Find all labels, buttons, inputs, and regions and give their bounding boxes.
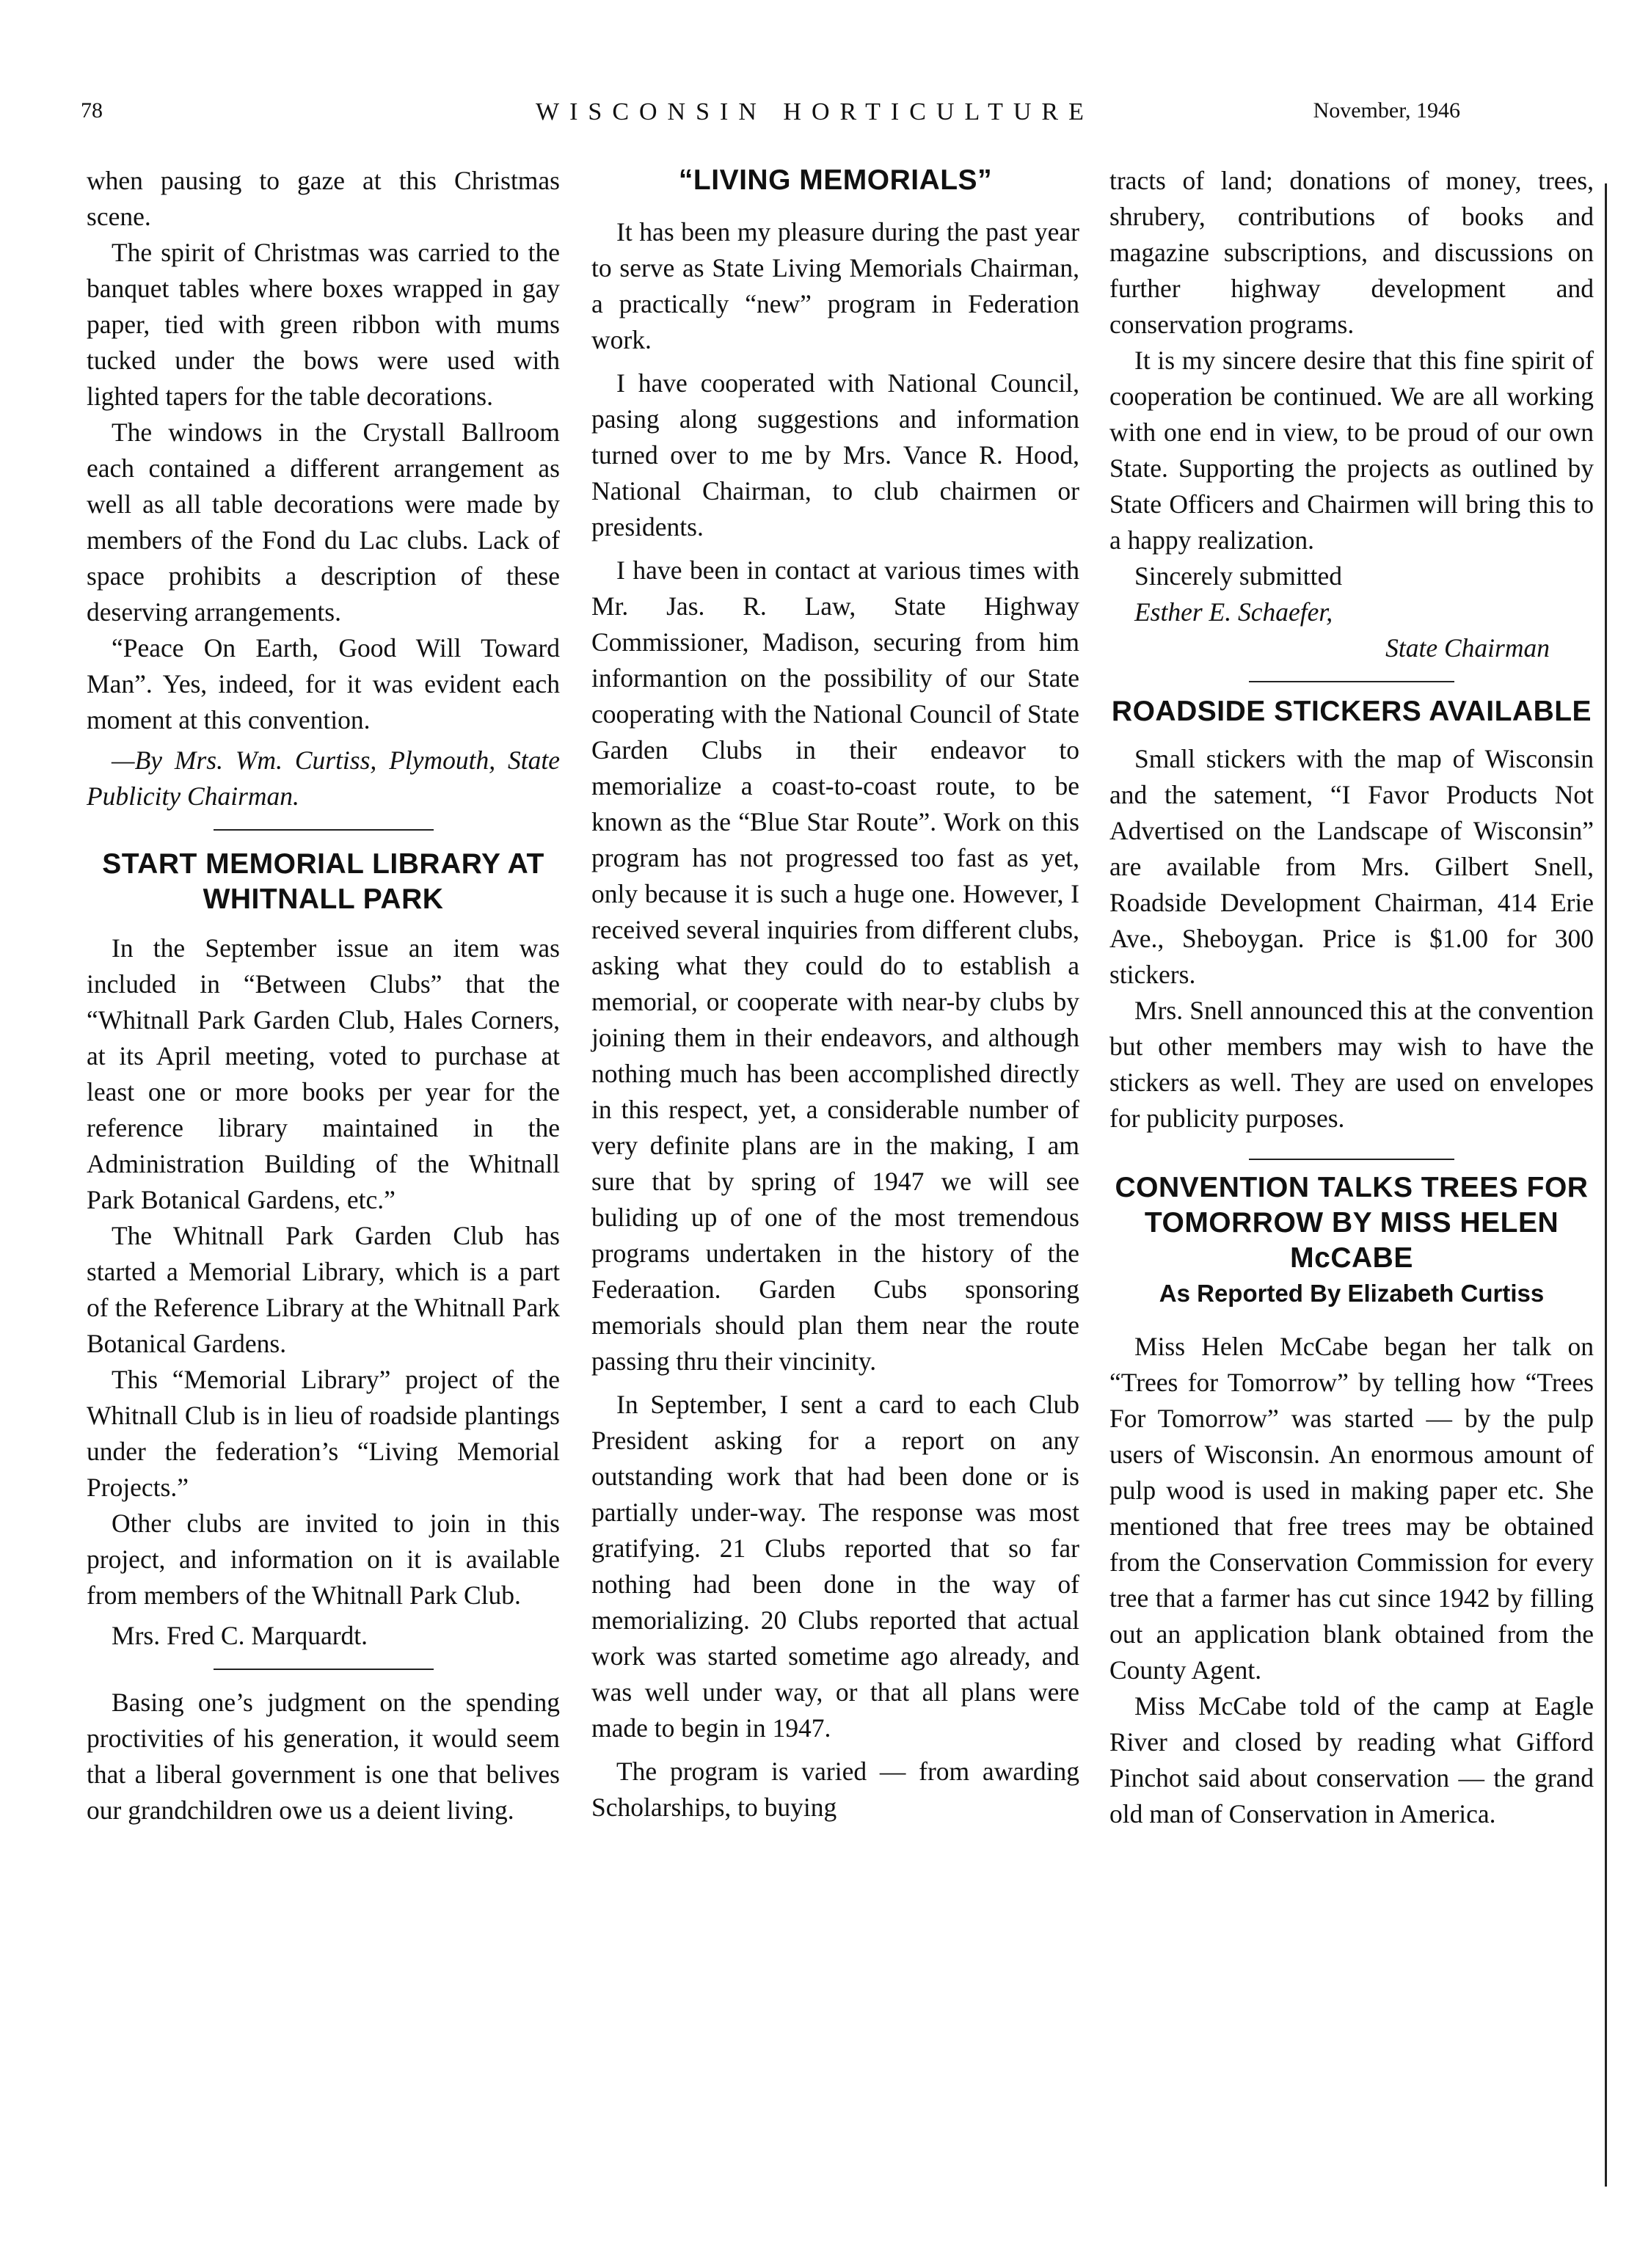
- signature-title: State Chairman: [1385, 633, 1550, 663]
- headline-roadside-stickers: ROADSIDE STICKERS AVAILABLE: [1111, 696, 1592, 727]
- headline-living-memorials: “LIVING MEMORIALS”: [678, 164, 993, 196]
- subhead-reported-by: As Reported By Elizabeth Curtiss: [1159, 1280, 1545, 1307]
- headline-memorial-library: START MEMORIAL LIBRARY AT WHITNALL PARK: [102, 848, 544, 915]
- signature-name: Esther E. Schaefer,: [1134, 597, 1333, 627]
- paragraph: The program is varied — from awarding Scholarships, to buying: [591, 1757, 1079, 1822]
- paragraph: I have been in contact at various times with Mr. Jas. R. Law, State Highway Commissioner, Madison, securing from him informantion on the possibility of our State cooperating with the National Council of State Garden Clubs in their endeavor to memorialize a coast-to-coast route, to be known as the “Blue Star Route”. Work on this program has not progressed too fast as yet, only because it is such a huge one. However, I received several inquiries from different clubs, asking what they could do to establish a memorial, or cooperate with near-by clubs by joining them in their endeavors, and although nothing much has been accomplished directly in this respect, yet, a considerable number of very definite plans are in the making, I am sure that by spring of 1947 we will see buliding up of one of the most tremendous programs undertaken in the history of the Federaation. Garden Cubs sponsoring memorials should plan them near the route passing thru their vincinity.: [591, 555, 1079, 1376]
- paragraph: This “Memorial Library” project of the Whitnall Club is in lieu of roadside plantings under the federation’s “Living Memorial Projects.”: [87, 1365, 560, 1502]
- closing-line: Sincerely submitted: [1134, 561, 1342, 591]
- column-3: [1109, 163, 1594, 1832]
- paragraph: “Peace On Earth, Good Will Toward Man”. Yes, indeed, for it was evident each moment at this convention.: [87, 633, 560, 734]
- paragraph: In September, I sent a card to each Club President asking for a report on any outstanding work that had been done or is partially under-way. The response was most gratifying. 21 Clubs reported that so far nothing had been done in the way of memorializing. 20 Clubs reported that actual work was started sometime ago already, and was well under way, or that all plans were made to begin in 1947.: [591, 1390, 1079, 1743]
- column-2: [591, 163, 1079, 1826]
- paragraph: Miss McCabe told of the camp at Eagle River and closed by reading what Gifford Pinchot said about conservation — the grand old man of Conservation in America.: [1109, 1691, 1594, 1828]
- paragraph: It is my sincere desire that this fine spirit of cooperation be continued. We are all working with one end in view, to be proud of our own State. Supporting the projects as outlined by State Officers and Chairmen will bring this to a happy realization.: [1109, 346, 1594, 555]
- issue-date: November, 1946: [1313, 98, 1460, 123]
- paragraph: The spirit of Christmas was carried to the banquet tables where boxes wrapped in gay paper, tied with green ribbon with mums tucked under the bows were used with lighted tapers for the table decorations.: [87, 238, 560, 411]
- page-number: 78: [81, 98, 103, 123]
- divider: [1249, 681, 1454, 682]
- divider: [214, 1669, 434, 1670]
- paragraph: tracts of land; donations of money, trees, shrubery, contributions of books and magazine subscriptions, and discussions on further highway development and conservation programs.: [1109, 166, 1594, 339]
- paragraph: The windows in the Crystall Ballroom each contained a different arrangement as well as all table decorations were made by members of the Fond du Lac clubs. Lack of space prohibits a description of these deserving arrangements.: [87, 417, 560, 627]
- paragraph: The Whitnall Park Garden Club has started a Memorial Library, which is a part of the Reference Library at the Whitnall Park Botanical Gardens.: [87, 1221, 560, 1358]
- divider: [214, 829, 434, 831]
- paragraph: It has been my pleasure during the past year to serve as State Living Memorials Chairman, a practically “new” program in Federation work.: [591, 217, 1079, 354]
- publication-title: WISCONSIN HORTICULTURE: [536, 98, 1094, 125]
- page-header: [81, 98, 1460, 142]
- divider: [1249, 1159, 1454, 1160]
- paragraph: Basing one’s judgment on the spending proctivities of his generation, it would seem that a liberal government is one that belives our grandchildren owe us a deient living.: [87, 1688, 560, 1825]
- paragraph: when pausing to gaze at this Christmas scene.: [87, 166, 560, 231]
- paragraph: Mrs. Snell announced this at the convention but other members may wish to have the stickers as well. They are used on envelopes for publicity purposes.: [1109, 996, 1594, 1133]
- headline-trees-for-tomorrow: CONVENTION TALKS TREES FOR TOMORROW BY MISS HELEN McCABE: [1115, 1172, 1589, 1274]
- paragraph: I have cooperated with National Council, pasing along suggestions and information turned over to me by Mrs. Vance R. Hood, National Chairman, to club chairmen or presidents.: [591, 368, 1079, 542]
- article-byline: —By Mrs. Wm. Curtiss, Plymouth, State Publicity Chairman.: [87, 745, 560, 811]
- paragraph: Miss Helen McCabe began her talk on “Trees for Tomorrow” by telling how “Trees For Tomorrow” was started — by the pulp users of Wisconsin. An enormous amount of pulp wood is used in making paper etc. She mentioned that free trees may be obtained from the Conservation Commission for every tree that a farmer has cut since 1942 by filling out an application blank obtained from the County Agent.: [1109, 1332, 1594, 1685]
- article-signoff: Mrs. Fred C. Marquardt.: [112, 1621, 368, 1650]
- paragraph: In the September issue an item was included in “Between Clubs” that the “Whitnall Park Garden Club, Hales Corners, at its April meeting, voted to purchase at least one or more books per year for the reference library maintained in the Administration Building of the Whitnall Park Botanical Gardens, etc.”: [87, 933, 560, 1214]
- paragraph: Other clubs are invited to join in this project, and information on it is available from members of the Whitnall Park Club.: [87, 1509, 560, 1610]
- paragraph: Small stickers with the map of Wisconsin and the satement, “I Favor Products Not Advertised on the Landscape of Wisconsin” are available from Mrs. Gilbert Snell, Roadside Development Chairman, 414 Erie Ave., Sheboygan. Price is $1.00 for 300 stickers.: [1109, 744, 1594, 989]
- page-edge-rule: [1605, 183, 1607, 2187]
- column-1: [87, 163, 560, 1828]
